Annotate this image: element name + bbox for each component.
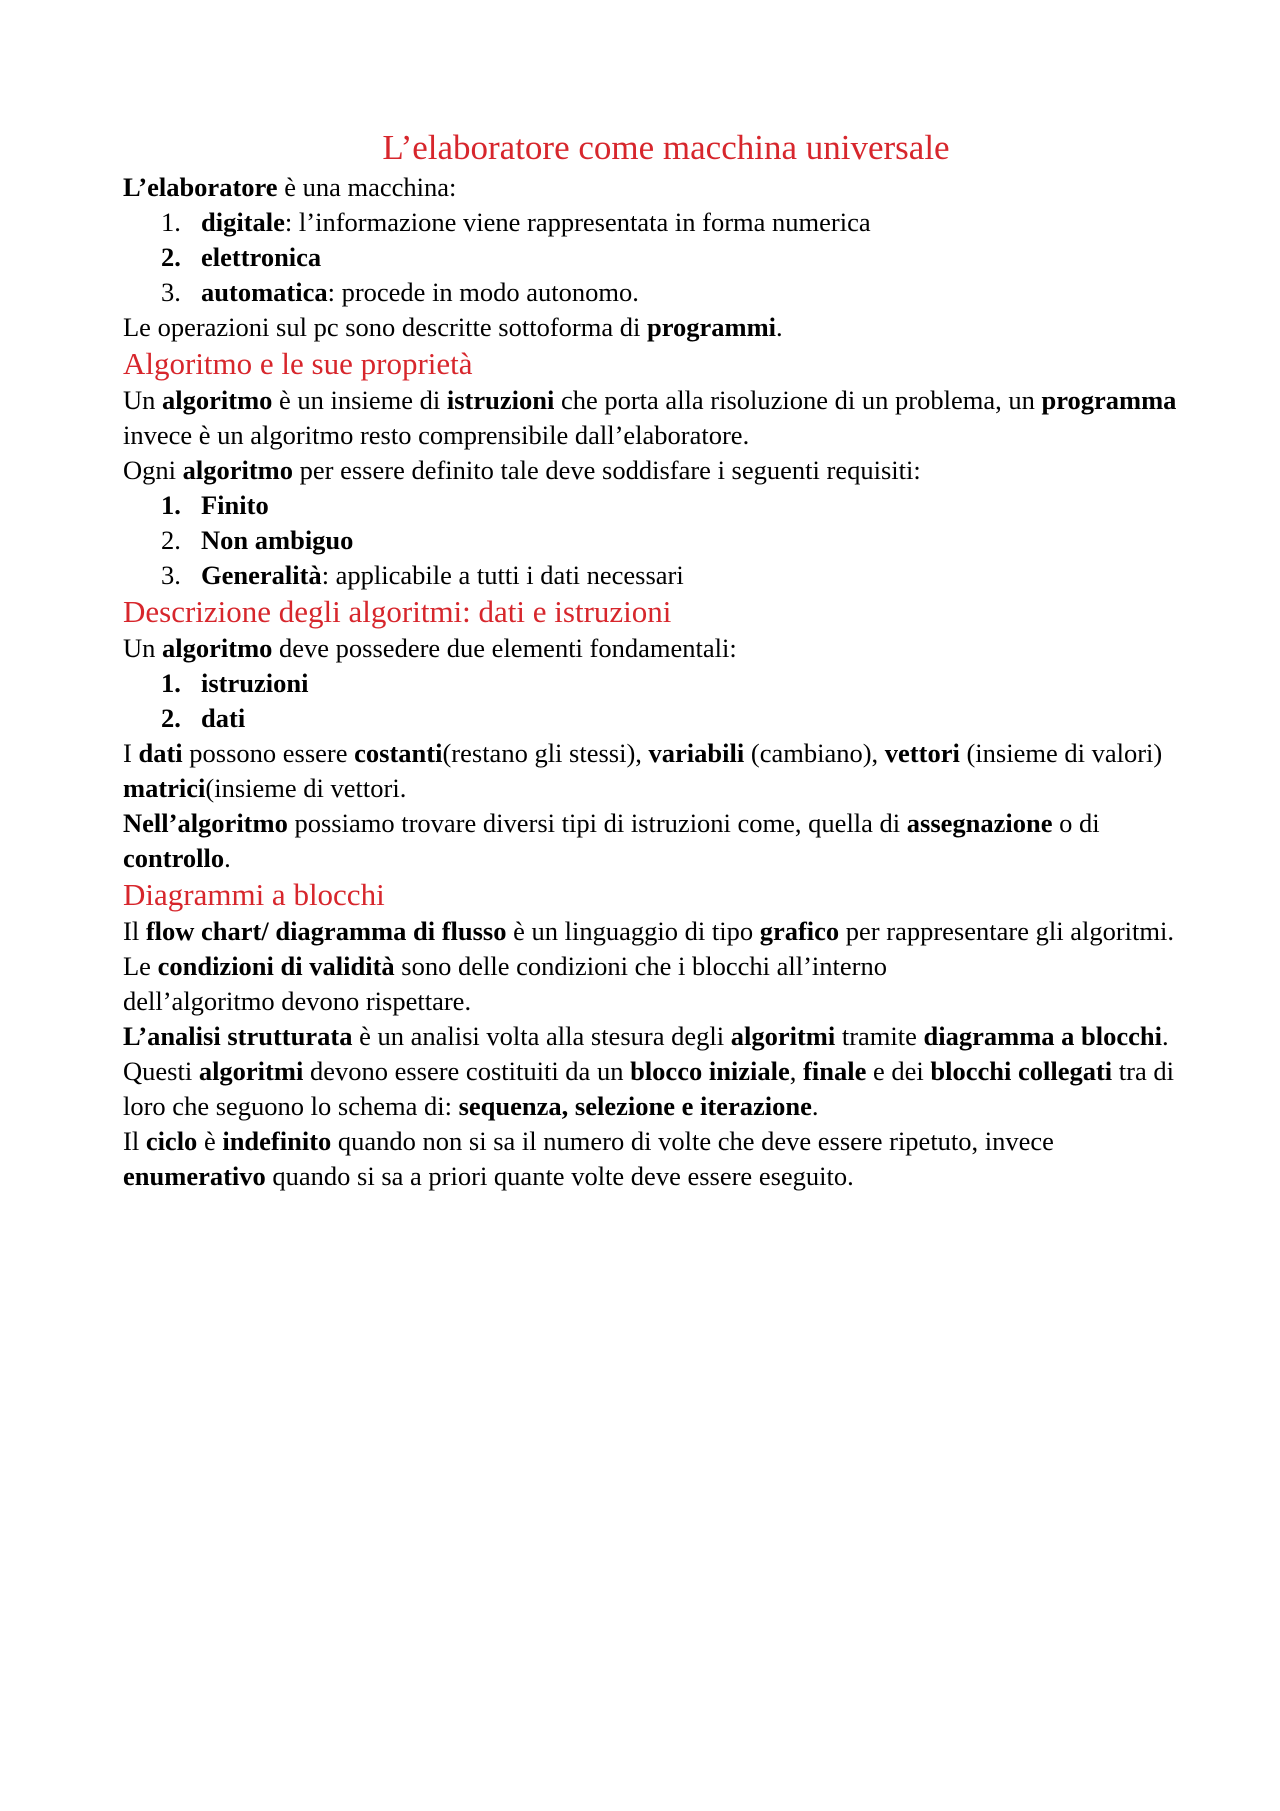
text-run: tra di loro che seguono lo schema di: — [123, 1056, 1174, 1121]
text-run: è un analisi volta alla stesura degli — [352, 1021, 731, 1051]
bold-text: Nell’algoritmo — [123, 808, 288, 838]
text-run: sono delle condizioni che i blocchi all’interno — [394, 951, 887, 981]
bold-text: dati — [201, 703, 246, 733]
text-run: tramite — [835, 1021, 924, 1051]
bold-text: algoritmi — [730, 1021, 836, 1051]
list-item — [123, 701, 1183, 736]
bold-text: variabili — [648, 738, 745, 768]
list-item — [123, 523, 1183, 558]
bold-text: Non ambiguo — [201, 525, 354, 555]
section4-heading: Diagrammi a blocchi — [123, 877, 385, 912]
section4-paragraph-5 — [123, 1124, 1183, 1194]
section2-paragraph-1 — [123, 383, 1183, 453]
bold-text: matrici — [123, 773, 206, 803]
section2-heading: Algoritmo e le sue proprietà — [123, 346, 473, 381]
text-run: quando non si sa il numero di volte che deve essere ripetuto, invece — [331, 1126, 1054, 1156]
text-run: è un insieme di — [272, 385, 447, 415]
bold-text: algoritmo — [182, 455, 294, 485]
text-run: : l’informazione viene rappresentata in forma numerica — [284, 207, 871, 237]
bold-text: blocchi collegati — [930, 1056, 1113, 1086]
section1-intro — [123, 170, 1183, 205]
bold-text: digitale — [201, 207, 285, 237]
text-run: . — [224, 843, 231, 873]
text-run: Un — [123, 385, 163, 415]
list-item — [123, 488, 1183, 523]
bold-text: programmi — [646, 312, 777, 342]
text-run: (insieme di valori) — [959, 738, 1163, 768]
section4-paragraph-3 — [123, 1019, 1183, 1054]
bold-text: Finito — [201, 490, 269, 520]
section3-list — [123, 666, 1183, 736]
list-item-number: 2. — [161, 703, 181, 733]
text-run: Un — [123, 633, 163, 663]
bold-text: Generalità — [201, 560, 322, 590]
section3-heading: Descrizione degli algoritmi: dati e istruzioni — [123, 594, 672, 629]
text-run: Il — [123, 1126, 146, 1156]
text-run: : procede in modo autonomo. — [327, 277, 639, 307]
bold-text: programma — [1041, 385, 1177, 415]
text-run: invece è un algoritmo resto comprensibile dall’elaboratore. — [123, 420, 750, 450]
section2-list — [123, 488, 1183, 593]
text-run: è — [197, 1126, 223, 1156]
bold-text: assegnazione — [906, 808, 1053, 838]
text-run: Le operazioni sul pc sono descritte sottoforma di — [123, 312, 647, 342]
text-run: Il — [123, 916, 146, 946]
text-run: Questi — [123, 1056, 199, 1086]
text-run: possono essere — [182, 738, 355, 768]
text-run: quando si sa a priori quante volte deve essere eseguito. — [265, 1161, 854, 1191]
bold-text: L’elaboratore — [123, 172, 278, 202]
text-run: . — [811, 1091, 819, 1121]
text-run: devono essere costituiti da un — [303, 1056, 631, 1086]
list-item-number: 1. — [161, 668, 181, 698]
bold-text: controllo — [123, 843, 225, 873]
text-run: che porta alla risoluzione di un problema, un — [554, 385, 1042, 415]
section3-paragraph-2 — [123, 736, 1183, 806]
bold-text: elettronica — [201, 242, 322, 272]
bold-text: ciclo — [145, 1126, 198, 1156]
text-run: : applicabile a tutti i dati necessari — [321, 560, 684, 590]
text-run: deve possedere due elementi fondamentali: — [272, 633, 737, 663]
text-run: possiamo trovare diversi tipi di istruzioni come, quella di — [287, 808, 907, 838]
text-run: o di — [1052, 808, 1100, 838]
list-item-number: 3. — [161, 277, 181, 307]
section4-paragraph-1 — [123, 914, 1183, 949]
section4-paragraph-2 — [123, 949, 1183, 1019]
list-item — [123, 558, 1183, 593]
text-run: (cambiano), — [744, 738, 885, 768]
text-run: Le — [123, 951, 158, 981]
text-run: . — [1162, 1021, 1169, 1051]
bold-text: costanti — [354, 738, 443, 768]
text-run: per rappresentare gli algoritmi. — [839, 916, 1174, 946]
section3-paragraph-3 — [123, 806, 1183, 876]
text-run: è una macchina: — [277, 172, 457, 202]
text-run: e dei — [866, 1056, 931, 1086]
text-run: , — [789, 1056, 804, 1086]
bold-text: L’analisi strutturata — [123, 1021, 353, 1051]
bold-text: algoritmi — [198, 1056, 304, 1086]
bold-text: grafico — [759, 916, 840, 946]
text-run: . — [776, 312, 783, 342]
bold-text: diagramma a blocchi — [923, 1021, 1163, 1051]
section3-paragraph-1 — [123, 631, 1183, 666]
text-run: I — [123, 738, 139, 768]
bold-text: algoritmo — [162, 633, 273, 663]
section1-closing — [123, 310, 1183, 345]
list-item-number: 2. — [161, 525, 181, 555]
bold-text: enumerativo — [123, 1161, 266, 1191]
list-item — [123, 666, 1183, 701]
list-item-number: 2. — [161, 242, 181, 272]
text-run: dell’algoritmo devono rispettare. — [123, 986, 472, 1016]
list-item-number: 1. — [161, 207, 181, 237]
section1-list — [123, 205, 1183, 310]
bold-text: finale — [803, 1056, 867, 1086]
text-run: Ogni — [123, 455, 183, 485]
text-run: è un linguaggio di tipo — [506, 916, 760, 946]
bold-text: vettori — [884, 738, 960, 768]
bold-text: dati — [138, 738, 183, 768]
text-run: per essere definito tale deve soddisfare i seguenti requisiti: — [293, 455, 921, 485]
list-item — [123, 205, 1183, 240]
list-item-number: 1. — [161, 490, 181, 520]
document-title: L’elaboratore come macchina universale — [382, 128, 950, 167]
bold-text: flow chart/ diagramma di flusso — [145, 916, 507, 946]
list-item — [123, 240, 1183, 275]
bold-text: istruzioni — [446, 385, 555, 415]
bold-text: algoritmo — [162, 385, 273, 415]
list-item-number: 3. — [161, 560, 181, 590]
list-item — [123, 275, 1183, 310]
bold-text: condizioni di validità — [157, 951, 395, 981]
text-run: (restano gli stessi), — [442, 738, 649, 768]
section2-paragraph-2 — [123, 453, 1183, 488]
bold-text: automatica — [201, 277, 328, 307]
text-run: (insieme di vettori. — [205, 773, 407, 803]
bold-text: blocco iniziale — [630, 1056, 790, 1086]
bold-text: istruzioni — [201, 668, 309, 698]
section4-paragraph-4 — [123, 1054, 1183, 1124]
bold-text: sequenza, selezione e iterazione — [458, 1091, 812, 1121]
document-body — [123, 126, 1183, 1194]
bold-text: indefinito — [222, 1126, 332, 1156]
